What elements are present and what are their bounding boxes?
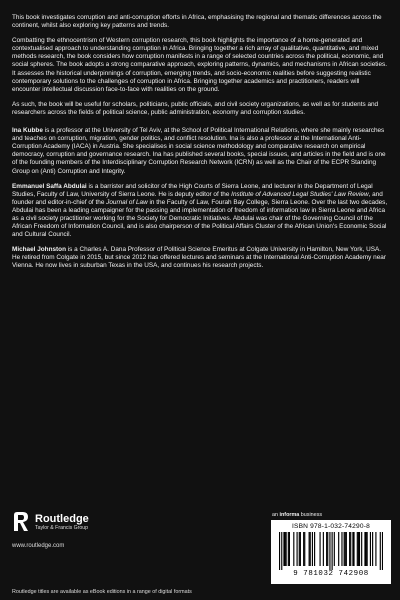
barcode-bar: [304, 532, 305, 566]
barcode-panel: [271, 520, 391, 584]
barcode-icon: [279, 532, 383, 570]
bio-text: is a professor at the University of Tel Aviv, at the School of Political International Relations, where she mainly researches and teaches on corruption, migration, gender politics, and conflict resolution. Ina is also a professor at the International Anti-Corruption Academy (IACA) in Austria. She specialises in social science methodology and comparative research on empirical democracy, corruption and governance research. Ina has published several books, special issues, and articles in the field and is one of the founding members of the Interdisciplinary Corruption Research Network (ICRN) as well as the Chair of the ECPR Standing Group on (Anti) Corruption and Integrity.: [12, 127, 386, 175]
barcode-bar: [329, 532, 330, 570]
barcode-bar: [364, 532, 365, 566]
barcode-bar: [284, 532, 285, 566]
barcode-bar: [353, 532, 354, 566]
barcode-bar: [358, 532, 359, 566]
barcode-bar: [380, 532, 381, 570]
barcode-bar: [297, 532, 298, 566]
barcode-bar: [332, 532, 333, 570]
barcode-bar: [338, 532, 339, 566]
informa-name: informa: [279, 512, 300, 518]
barcode-bar: [283, 532, 284, 566]
barcode-bar: [350, 532, 351, 566]
barcode-bar: [289, 532, 290, 566]
author-name: Michael Johnston: [12, 246, 66, 254]
barcode-bar: [320, 532, 321, 566]
bio-text: , and founder and editor-in-chief of the: [12, 190, 383, 206]
barcode-bar: [288, 532, 289, 566]
bio-text: is a barrister and solicitor of the High Courts of Sierra Leone, and lecturer in the Department of Legal Studies, Faculty of Law, University of Sierra Leone. He is deputy editor of the: [12, 182, 373, 198]
barcode-bar: [303, 532, 304, 566]
journal-title: Journal of Law: [106, 198, 148, 206]
cover-footer: [0, 505, 400, 600]
bio-michael-johnston: [12, 246, 388, 270]
barcode-bar: [357, 532, 358, 566]
barcode-bar: [309, 532, 310, 566]
barcode-bar: [361, 532, 362, 566]
publisher-name: Routledge: [35, 512, 89, 525]
barcode-digits: 9 781032 742908: [293, 570, 369, 578]
ebook-note: Routledge titles are available as eBook editions in a range of digital formats: [12, 589, 192, 595]
publisher-url: www.routledge.com: [12, 543, 65, 549]
barcode-bar: [349, 532, 350, 566]
barcode-bar: [365, 532, 366, 566]
isbn-text: ISBN 978-1-032-74290-8: [291, 523, 371, 530]
barcode-bar: [310, 532, 311, 566]
barcode-bar: [327, 532, 328, 566]
bio-text: is a Charles A. Dana Professor of Political Science Emeritus at Colgate University in Hamilton, New York, USA. He retired from Colgate in 2015, but since 2012 has offered lectures and seminars at the International Anti-Corruption Academy near Vienna. He now lives in suburban Texas in the USA, and continues his research projects.: [12, 246, 386, 270]
barcode-bar: [375, 532, 376, 566]
barcode-bar: [299, 532, 300, 566]
bio-text: in the Faculty of Law, Fourah Bay College, Sierra Leone. Over the last two decades, Abdulai has been a leading campaigner for the passing and implementation of freedom of information law in Sierra Leone and Africa as a civil society practitioner working for the Society for Democratic Initiatives. Abdulai was chair of the Governing Council of the African Freedom of Information Council, and is also chairperson of the Political Affairs Cluster of the African Union's Economic Social and Cultural Council.: [12, 198, 388, 239]
barcode-bar: [326, 532, 327, 566]
publisher-subtitle: Taylor & Francis Group: [35, 524, 89, 531]
bio-emmanuel-saffa-abdulai: [12, 183, 388, 240]
publisher-logo: [12, 511, 89, 533]
barcode-bar: [382, 532, 383, 570]
bio-ina-kubbe: [12, 127, 388, 176]
barcode-bar: [367, 532, 368, 566]
barcode-bar: [370, 532, 371, 566]
barcode-bar: [281, 532, 282, 570]
barcode-bar: [334, 532, 335, 566]
barcode-bar: [314, 532, 315, 566]
journal-title: Institute of Advanced Legal Studies' Law Review: [231, 190, 369, 198]
routledge-logo-icon: [12, 511, 30, 533]
barcode-bar: [345, 532, 346, 566]
barcode-bar: [344, 532, 345, 566]
author-name: Emmanuel Saffa Abdulai: [12, 182, 87, 190]
author-name: Ina Kubbe: [12, 127, 43, 135]
barcode-bar: [293, 532, 294, 566]
barcode-bar: [341, 532, 342, 566]
barcode-bar: [359, 532, 360, 566]
description-paragraph-3: As such, the book will be useful for scholars, politicians, public officials, and civil society organizations, as well as for students and researchers across the fields of political science, public administration, economy and corruption studies.: [12, 100, 379, 116]
barcode-bar: [352, 532, 353, 566]
barcode-bar: [346, 532, 347, 566]
barcode-bar: [372, 532, 373, 566]
back-cover-text: [12, 14, 388, 278]
informa-line: an informa business: [272, 512, 323, 518]
barcode-bar: [286, 532, 287, 566]
description-paragraph-2: Combatting the ethnocentrism of Western corruption research, this book highlights the importance of a home-generated and contextualised approach to understanding corruption in Africa. Bringing together a rich array of qualitative, quantitative, and mixed methods research, the book considers how corruption manifests in a range of selected countries across the political, economic, and social spheres. The book adopts a strong comparative approach, exploring patterns, dynamics, and mechanisms in African societies. It assesses the historical underpinnings of corruption, emerging trends, and socio-economic realities before suggesting realistic contemporary solutions to the challenges of corruption in Africa. Bringing together academics and practitioners, readers will encounter intellectual discussion face-to-face with realities on the ground.: [12, 37, 387, 93]
barcode-bar: [323, 532, 324, 566]
description-paragraph-1: This book investigates corruption and anti-corruption efforts in Africa, emphasising the regional and thematic differences across the continent, whilst also exploring key patterns and trends.: [12, 14, 382, 30]
barcode-bar: [312, 532, 313, 566]
barcode-bar: [279, 532, 280, 570]
barcode-bar: [300, 532, 301, 566]
